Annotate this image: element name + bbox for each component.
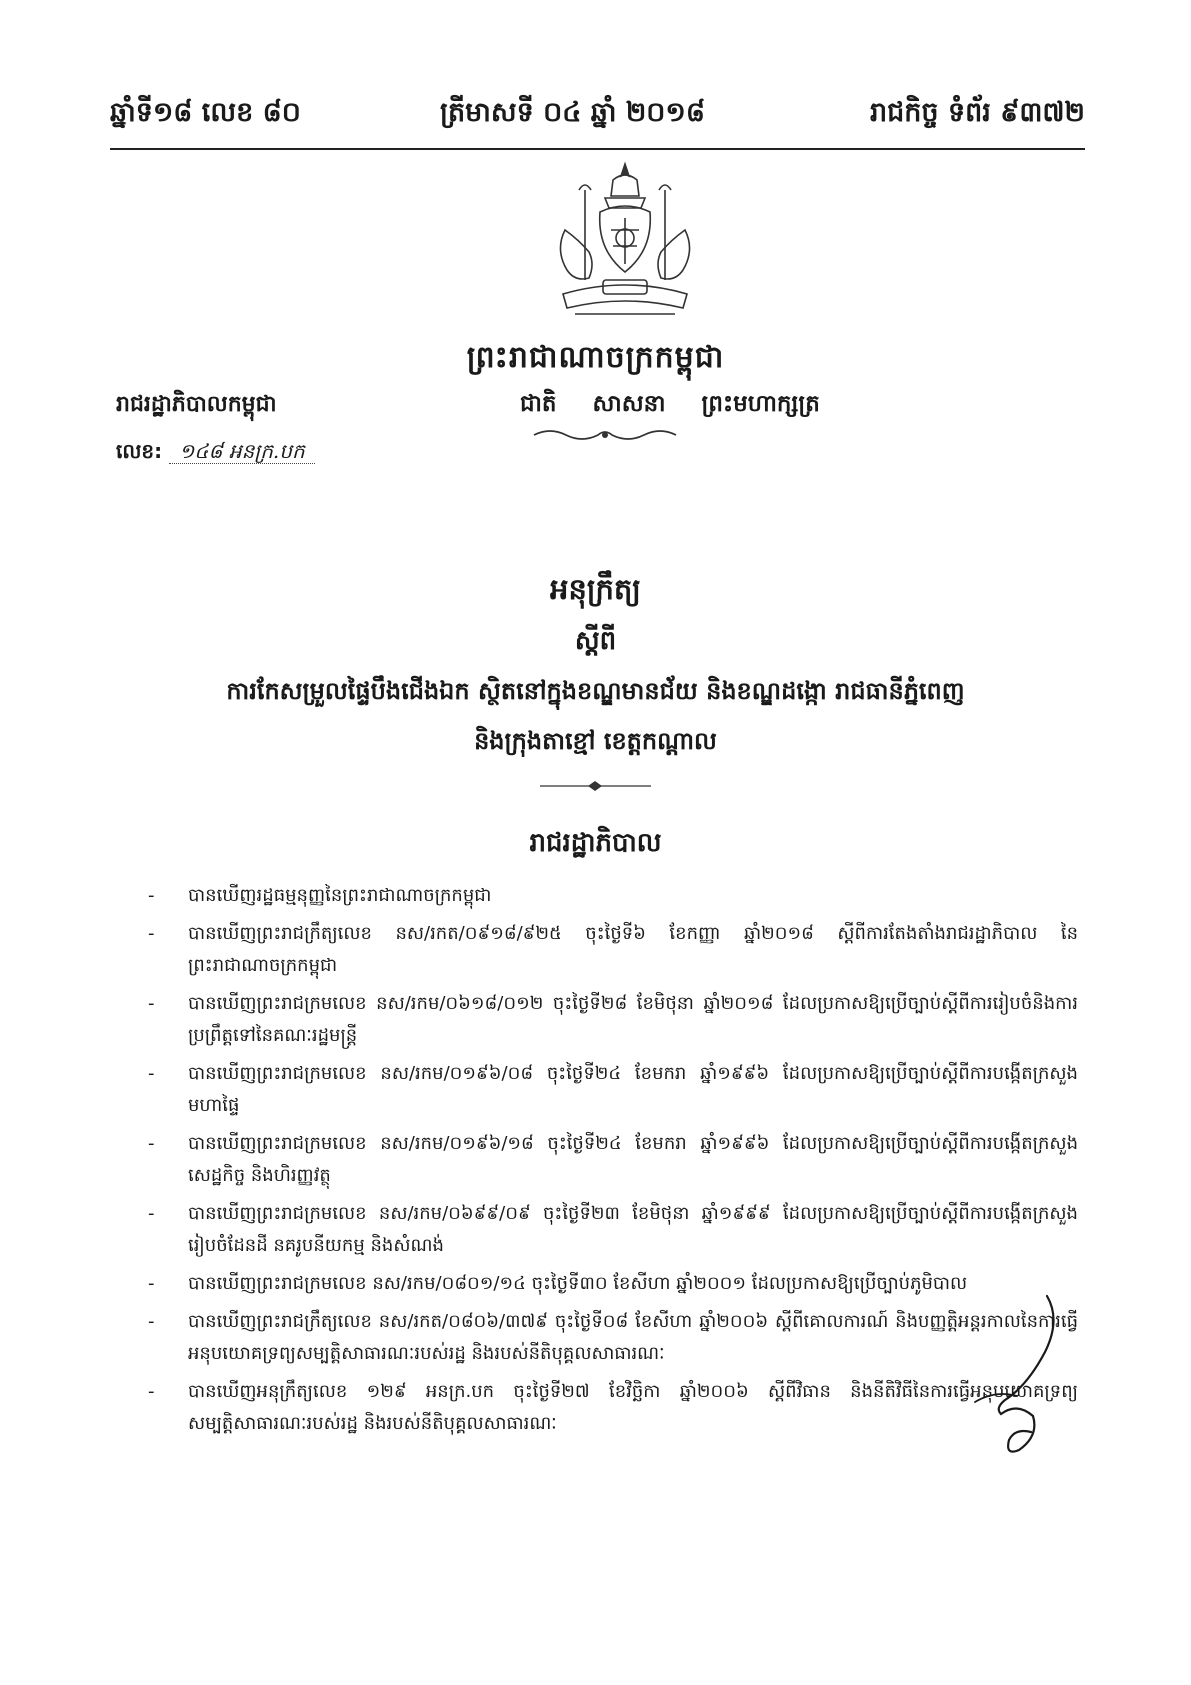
subject-line-2: និងក្រុងតាខ្មៅ ខេត្តកណ្តាល <box>474 727 717 755</box>
preamble-item <box>148 880 1078 912</box>
reference-number <box>116 438 315 468</box>
preamble-text: បានឃើញព្រះរាជក្រមលេខ នស/រកម/០១៩៦/០៨ ចុះថ្ងៃទី២៤ ខែមករា ឆ្នាំ១៩៩៦ ដែលប្រកាសឱ្យប្រើច្បាប់ស្តីពីការបង្កើតក្រសួងមហាផ្ទៃ <box>188 1063 1078 1116</box>
preamble-text: បានឃើញអនុក្រឹត្យលេខ ១២៩ អនក្រ.បក ចុះថ្ងៃទី២៧ ខែវិច្ឆិកា ឆ្នាំ២០០៦ ស្តីពីវិធាន និងនីតិវិធីនៃការធ្វើអនុបយោគទ្រព្យសម្បត្តិសាធារណៈរបស់រដ្ឋ និងរបស់នីតិបុគ្គលសាធារណៈ <box>188 1381 1078 1434</box>
preamble-text: បានឃើញព្រះរាជក្រឹត្យលេខ នស/រកត/០៨០៦/៣៧៩ ចុះថ្ងៃទី០៨ ខែសីហា ឆ្នាំ២០០៦ ស្តីពីគោលការណ៍ និងបញ្ញត្តិអន្តរកាលនៃការធ្វើអនុបយោគទ្រព្យសម្បត្តិសាធារណៈរបស់រដ្ឋ និងរបស់នីតិបុគ្គលសាធារណៈ <box>188 1311 1078 1364</box>
preamble-text: បានឃើញព្រះរាជក្រមលេខ នស/រកម/០៦១៨/០១២ ចុះថ្ងៃទី២៨ ខែមិថុនា ឆ្នាំ២០១៨ ដែលប្រកាសឱ្យប្រើច្បាប់ស្តីពីការរៀបចំនិងការប្រព្រឹត្តទៅនៃគណៈរដ្ឋមន្ត្រី <box>188 993 1078 1046</box>
list-bullet: - <box>148 923 155 944</box>
issuing-government: រាជរដ្ឋាភិបាលកម្ពុជា <box>116 392 277 417</box>
issuer-heading: រាជរដ្ឋាភិបាល <box>529 828 662 858</box>
preamble-item <box>148 1128 1078 1192</box>
reference-prefix: លេខ: <box>116 439 163 463</box>
list-bullet: - <box>148 1311 155 1332</box>
preamble-text: បានឃើញព្រះរាជក្រមលេខ នស/រកម/០១៩៦/១៨ ចុះថ្ងៃទី២៤ ខែមករា ឆ្នាំ១៩៩៦ ដែលប្រកាសឱ្យប្រើច្បាប់ស្តីពីការបង្កើតក្រសួងសេដ្ឋកិច្ច និងហិរញ្ញវត្ថុ <box>188 1133 1078 1186</box>
preamble-text: បានឃើញព្រះរាជក្រឹត្យលេខ នស/រកត/០៩១៨/៩២៥ ចុះថ្ងៃទី៦ ខែកញ្ញា ឆ្នាំ២០១៨ ស្តីពីការតែងតាំងរាជរដ្ឋាភិបាល នៃព្រះរាជាណាចក្រកម្ពុជា <box>188 923 1078 976</box>
subject-line-1: ការកែសម្រួលផ្ទៃបឹងជើងឯក ស្ថិតនៅក្នុងខណ្ឌមានជ័យ និងខណ្ឌដង្កោ រាជធានីភ្នំពេញ <box>226 677 965 705</box>
gazette-header <box>110 90 1085 140</box>
gazette-year-issue: ឆ្នាំទី១៨ លេខ ៨០ <box>110 97 301 128</box>
preamble-item <box>148 1198 1078 1262</box>
list-bullet: - <box>148 1063 155 1084</box>
preamble-text: បានឃើញព្រះរាជក្រមលេខ នស/រកម/០៨០១/១៤ ចុះថ្ងៃទី៣០ ខែសីហា ឆ្នាំ២០០១ ដែលប្រកាសឱ្យប្រើច្បាប់ភូមិបាល <box>188 1273 968 1294</box>
about-label: ស្តីពី <box>574 626 617 656</box>
preamble-item <box>148 988 1078 1052</box>
header-divider <box>110 148 1085 150</box>
preamble-item <box>148 918 1078 982</box>
national-motto <box>520 390 820 423</box>
preamble-item <box>148 1058 1078 1122</box>
preamble-text: បានឃើញព្រះរាជក្រមលេខ នស/រកម/០៦៩៩/០៩ ចុះថ្ងៃទី២៣ ខែមិថុនា ឆ្នាំ១៩៩៩ ដែលប្រកាសឱ្យប្រើច្បាប់ស្តីពីការបង្កើតក្រសួងរៀបចំដែនដី នគរូបនីយកម្ម និងសំណង់ <box>188 1203 1078 1256</box>
motto-nation: ជាតិ <box>520 391 557 417</box>
list-bullet: - <box>148 1203 155 1224</box>
gazette-quarter: ត្រីមាសទី ០៤ ឆ្នាំ ២០១៨ <box>440 97 705 128</box>
list-bullet: - <box>148 993 155 1014</box>
list-bullet: - <box>148 1133 155 1154</box>
gazette-page-number: រាជកិច្ច ទំព័រ ៩៣៧២ <box>870 97 1085 128</box>
royal-coat-of-arms-icon <box>545 160 705 330</box>
motto-king: ព្រះមហាក្សត្រ <box>701 391 820 417</box>
title-ornament-icon <box>538 780 653 792</box>
motto-religion: សាសនា <box>592 391 666 417</box>
preamble-text: បានឃើញរដ្ឋធម្មនុញ្ញនៃព្រះរាជាណាចក្រកម្ពុជា <box>188 885 492 906</box>
list-bullet: - <box>148 1273 155 1294</box>
document-type-title: អនុក្រឹត្យ <box>550 572 641 606</box>
list-bullet: - <box>148 885 155 906</box>
motto-ornament-icon <box>530 425 680 445</box>
signature-initial-icon <box>935 1290 1085 1460</box>
list-bullet: - <box>148 1381 155 1402</box>
kingdom-title: ព្រះរាជាណាចក្រកម្ពុជា <box>466 340 725 375</box>
reference-handwritten: ១៤៨ អនក្រ.បក <box>169 439 315 464</box>
